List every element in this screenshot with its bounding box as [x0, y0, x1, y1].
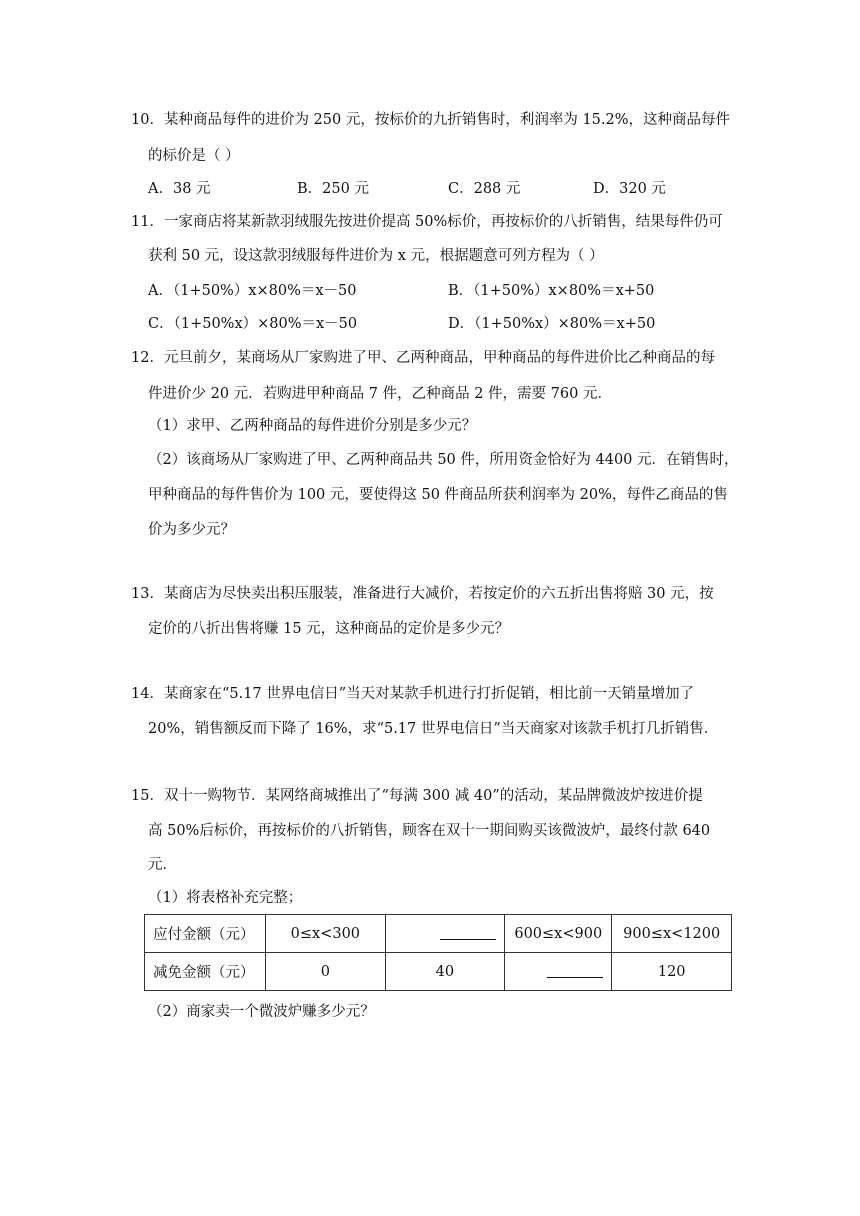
q15-line-3: 元．	[148, 857, 177, 873]
table-cell: 120	[612, 953, 732, 991]
q10-option-a: A．38 元	[148, 181, 211, 197]
q12-part-2-line-1: （2）该商场从厂家购进了甲、乙两种商品共 50 件，所用资金恰好为 4400 元．在销售时，	[148, 452, 739, 468]
q15-line-1: 15．双十一购物节．某网络商城推出了“每满 300 减 40”的活动，某品牌微波炉按进价提	[131, 788, 703, 804]
discount-table	[144, 914, 732, 991]
q13-line-1: 13．某商店为尽快卖出积压服装，准备进行大减价，若按定价的六五折出售将赔 30 元，按	[131, 586, 714, 602]
q12-part-2-line-2: 甲种商品的每件售价为 100 元，要使得这 50 件商品所获利润率为 20%，每件乙商品的售	[148, 487, 728, 503]
table-cell: 600≤x<900	[505, 915, 612, 953]
table-row	[145, 953, 732, 991]
table-cell-blank	[385, 915, 505, 953]
q10-option-b: B．250 元	[297, 181, 369, 197]
q10-line-1: 10．某种商品每件的进价为 250 元，按标价的九折销售时，利润率为 15.2%，这种商品每件	[131, 112, 731, 128]
q12-part-1: （1）求甲、乙两种商品的每件进价分别是多少元？	[148, 418, 477, 434]
q14-line-1: 14．某商家在“5.17 世界电信日”当天对某款手机进行打折促销，相比前一天销量增加了	[131, 686, 695, 702]
q11-line-2: 获利 50 元，设这款羽绒服每件进价为 x 元，根据题意可列方程为（ ）	[148, 248, 604, 264]
q10-option-c: C．288 元	[448, 181, 521, 197]
table-cell: 0≤x<300	[266, 915, 386, 953]
table-cell: 900≤x<1200	[612, 915, 732, 953]
q12-line-1: 12．元旦前夕，某商场从厂家购进了甲、乙两种商品，甲种商品的每件进价比乙种商品的每	[131, 350, 715, 366]
q11-option-a: A．（1+50%）x×80%＝x－50	[148, 283, 357, 299]
q11-option-c: C．（1+50%x）×80%＝x－50	[148, 316, 358, 332]
answer-blank[interactable]	[440, 925, 496, 940]
q10-option-d: D．320 元	[593, 181, 666, 197]
table-cell: 40	[385, 953, 505, 991]
table-row	[145, 915, 732, 953]
table-cell-blank	[505, 953, 612, 991]
q11-line-1: 11．一家商店将某新款羽绒服先按进价提高 50%标价，再按标价的八折销售，结果每件仍可	[131, 214, 723, 230]
q12-line-2: 件进价少 20 元．若购进甲种商品 7 件，乙种商品 2 件，需要 760 元．	[148, 386, 612, 402]
answer-blank[interactable]	[547, 963, 603, 978]
q15-part-1: （1）将表格补充完整；	[148, 890, 303, 906]
q13-line-2: 定价的八折出售将赚 15 元，这种商品的定价是多少元？	[148, 621, 510, 637]
q15-part-2: （2）商家卖一个微波炉赚多少元？	[148, 1004, 375, 1020]
table-cell: 0	[266, 953, 386, 991]
q11-option-b: B．（1+50%）x×80%＝x+50	[448, 283, 655, 299]
q14-line-2: 20%，销售额反而下降了 16%，求“5.17 世界电信日”当天商家对该款手机打几折销售．	[148, 721, 719, 737]
table-cell-header-payable: 应付金额（元）	[145, 915, 266, 953]
q10-line-2: 的标价是（ ）	[148, 148, 240, 164]
q12-part-2-line-3: 价为多少元？	[148, 522, 235, 538]
q15-line-2: 高 50%后标价，再按标价的八折销售，顾客在双十一期间购买该微波炉，最终付款 640	[148, 823, 711, 839]
table-cell-header-discount: 减免金额（元）	[145, 953, 266, 991]
q11-option-d: D．（1+50%x）×80%＝x+50	[448, 316, 656, 332]
